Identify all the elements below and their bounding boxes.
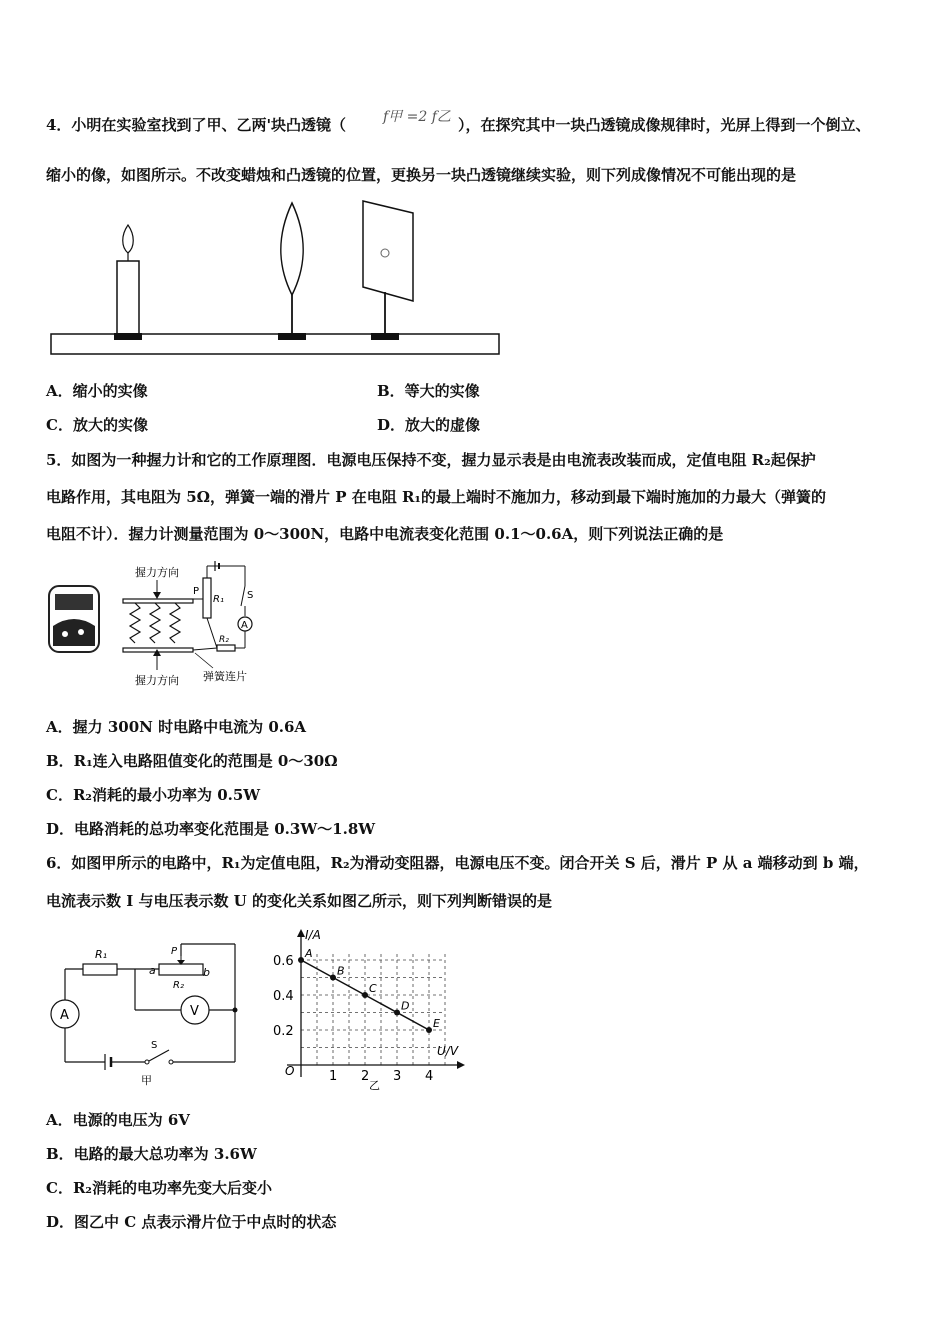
q6-line1: 6．如图甲所示的电路中，R₁为定值电阻，R₂为滑动变阻器，电源电压不变。闭合开关 S 后，滑片 P 从 a 端移动到 b 端， — [46, 854, 869, 872]
circuit-r1-label: R₁ — [95, 948, 108, 961]
data-point-e — [426, 1027, 432, 1033]
y-tick-label: 0.6 — [273, 954, 294, 969]
q6-option-a[interactable]: A．电源的电压为 6V — [46, 1111, 190, 1129]
grip-meter-photo-icon — [49, 586, 99, 652]
r1-label: R₁ — [213, 594, 224, 605]
data-point-label: B — [337, 964, 345, 978]
data-point-label: D — [401, 999, 410, 1013]
grip-direction-bottom-label: 握力方向 — [135, 674, 179, 687]
x-tick-label: 1 — [329, 1069, 338, 1084]
data-point-a — [298, 957, 304, 963]
x-tick-label: 4 — [425, 1069, 434, 1084]
grip-meter-figure — [45, 556, 275, 691]
data-point-d — [394, 1010, 400, 1016]
x-axis-label: U/V — [437, 1044, 459, 1058]
y-axis-label: I/A — [305, 928, 321, 942]
voltmeter-label: V — [190, 1004, 199, 1019]
q4-option-c[interactable]: C．放大的实像 — [46, 416, 148, 434]
q4-line2: 缩小的像，如图所示。不改变蜡烛和凸透镜的位置，更换另一块凸透镜继续实验，则下列成像情况不可能出现的是 — [46, 166, 797, 184]
spring-strip-label: 弹簧连片 — [203, 670, 247, 683]
data-point-c — [362, 992, 368, 998]
rheostat-r2 — [159, 964, 203, 975]
terminal-b-label: b — [203, 966, 210, 979]
optical-bench-figure — [45, 195, 515, 365]
q6-option-c[interactable]: C．R₂消耗的电功率先变大后变小 — [46, 1179, 272, 1197]
circuit-caption: 甲 — [141, 1074, 152, 1087]
q6-line2: 电流表示数 I 与电压表示数 U 的变化关系如图乙所示，则下列判断错误的是 — [46, 892, 552, 910]
iu-chart — [265, 925, 465, 1095]
resistor-r1 — [83, 964, 117, 975]
screen-icon — [363, 201, 413, 340]
q6-option-d[interactable]: D．图乙中 C 点表示滑片位于中点时的状态 — [46, 1213, 337, 1231]
q4-line1-part1: 4．小明在实验室找到了甲、乙两'块凸透镜（ — [46, 116, 347, 134]
x-axis-arrow — [457, 1061, 465, 1069]
switch-s-label: S — [247, 590, 254, 601]
circuit-switch-label: S — [151, 1040, 158, 1051]
circuit-p-label: P — [171, 946, 178, 957]
resistor-r2 — [217, 645, 235, 651]
q5-option-a[interactable]: A．握力 300N 时电路中电流为 0.6A — [46, 718, 307, 736]
circuit-ammeter-label: A — [60, 1008, 69, 1023]
q6-option-b[interactable]: B．电路的最大总功率为 3.6W — [46, 1145, 257, 1163]
q5-line3: 电阻不计）．握力计测量范围为 0～300N，电路中电流表变化范围 0.1～0.6A，则下列说法正确的是 — [46, 525, 724, 543]
terminal-a-label: a — [149, 964, 156, 977]
slider-p-label: P — [193, 586, 200, 597]
y-tick-label: 0.2 — [273, 1024, 294, 1039]
q4-option-d[interactable]: D．放大的虚像 — [377, 416, 481, 434]
convex-lens-icon — [278, 203, 306, 340]
data-point-b — [330, 975, 336, 981]
r2-label: R₂ — [219, 635, 229, 645]
chart-caption: 乙 — [369, 1079, 380, 1092]
q4-option-b[interactable]: B．等大的实像 — [377, 382, 480, 400]
q4-option-a[interactable]: A．缩小的实像 — [46, 382, 148, 400]
switch-icon — [149, 1050, 169, 1061]
origin-label: O — [285, 1064, 295, 1078]
rheostat-r1 — [203, 578, 211, 618]
q5-option-b[interactable]: B．R₁连入电路阻值变化的范围是 0～30Ω — [46, 752, 338, 770]
q4-line1-part2: ），在探究其中一块凸透镜成像规律时，光屏上得到一个倒立、 — [458, 116, 871, 134]
q5-line1: 5．如图为一种握力计和它的工作原理图．电源电压保持不变，握力显示表是由电流表改装而成，定值电阻 R₂起保护 — [46, 451, 816, 469]
circuit-diagram-jia — [45, 938, 250, 1088]
x-tick-label: 2 — [361, 1069, 370, 1084]
candle-icon — [114, 225, 142, 340]
q5-line2: 电路作用，其电阻为 5Ω，弹簧一端的滑片 P 在电阻 R₁的最上端时不施加力，移动到最下端时施加的力最大（弹簧的 — [46, 488, 826, 506]
x-tick-label: 3 — [393, 1069, 402, 1084]
q5-option-d[interactable]: D．电路消耗的总功率变化范围是 0.3W～1.8W — [46, 820, 376, 838]
chart-grid — [301, 951, 445, 1065]
grip-direction-top-label: 握力方向 — [135, 566, 179, 579]
data-point-label: A — [305, 947, 313, 960]
y-tick-label: 0.4 — [273, 989, 294, 1004]
q4-formula: f甲 =2 f乙 — [383, 109, 451, 125]
q5-option-c[interactable]: C．R₂消耗的最小功率为 0.5W — [46, 786, 261, 804]
circuit-r2-label: R₂ — [173, 980, 184, 991]
y-axis-arrow — [297, 929, 305, 937]
data-point-label: C — [369, 982, 377, 995]
data-point-label: E — [433, 1017, 440, 1030]
ammeter-label: A — [241, 620, 248, 631]
